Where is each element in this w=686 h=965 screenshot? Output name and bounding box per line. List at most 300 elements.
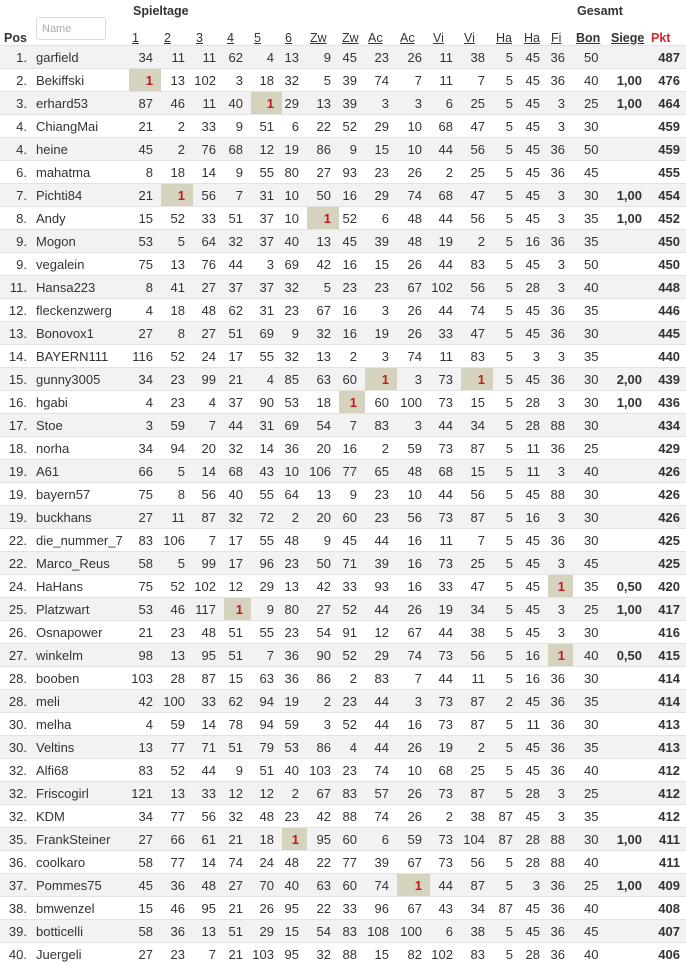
position-cell: 18. bbox=[0, 437, 30, 460]
player-name-cell[interactable]: Pommes75 bbox=[30, 874, 129, 897]
matchday-score-cell: 11 bbox=[430, 46, 461, 69]
matchday-score-cell: 45 bbox=[521, 483, 548, 506]
total-points-cell: 411 bbox=[648, 851, 686, 874]
matchday-score-cell: 86 bbox=[307, 667, 339, 690]
matchday-score-cell: 94 bbox=[251, 690, 282, 713]
wins-cell bbox=[608, 115, 648, 138]
wins-cell bbox=[608, 322, 648, 345]
matchday-score-cell: 26 bbox=[397, 161, 430, 184]
matchday-score-cell: 9 bbox=[224, 115, 251, 138]
matchday-score-cell: 23 bbox=[365, 483, 397, 506]
player-name-cell[interactable]: Hansa223 bbox=[30, 276, 129, 299]
matchday-score-cell: 67 bbox=[397, 897, 430, 920]
matchday-score-cell: 32 bbox=[224, 230, 251, 253]
matchday-score-cell: 46 bbox=[161, 897, 193, 920]
position-cell: 3. bbox=[0, 92, 30, 115]
column-8-header-cell bbox=[339, 24, 365, 46]
matchday-score-cell: 36 bbox=[548, 897, 573, 920]
matchday-score-cell: 53 bbox=[282, 391, 307, 414]
wins-cell bbox=[608, 483, 648, 506]
player-name-cell[interactable]: Andy bbox=[30, 207, 129, 230]
matchday-score-cell: 26 bbox=[397, 46, 430, 69]
wins-cell bbox=[608, 552, 648, 575]
player-name-cell[interactable]: fleckenzwerg bbox=[30, 299, 129, 322]
matchday-score-cell: 69 bbox=[282, 253, 307, 276]
matchday-score-cell: 55 bbox=[251, 483, 282, 506]
matchday-score-cell: 39 bbox=[365, 851, 397, 874]
matchday-score-cell: 36 bbox=[548, 437, 573, 460]
player-name-cell[interactable]: vegalein bbox=[30, 253, 129, 276]
matchday-score-cell: 44 bbox=[365, 736, 397, 759]
matchday-score-cell: 41 bbox=[161, 276, 193, 299]
matchday-score-cell: 68 bbox=[430, 184, 461, 207]
matchday-score-cell: 19 bbox=[365, 322, 397, 345]
matchday-score-cell: 5 bbox=[161, 552, 193, 575]
player-name-cell[interactable]: Osnapower bbox=[30, 621, 129, 644]
column-15-sort-link[interactable]: Fi bbox=[551, 31, 561, 45]
pos-header: Pos bbox=[0, 24, 30, 46]
matchday-score-cell: 9 bbox=[282, 322, 307, 345]
wins-cell: 1,00 bbox=[608, 207, 648, 230]
position-cell: 4. bbox=[0, 115, 30, 138]
player-name-cell[interactable]: BAYERN111 bbox=[30, 345, 129, 368]
matchday-score-cell: 45 bbox=[521, 805, 548, 828]
matchday-score-cell: 5 bbox=[493, 414, 521, 437]
matchday-score-cell: 48 bbox=[193, 874, 224, 897]
total-points-cell: 416 bbox=[648, 621, 686, 644]
player-name-cell[interactable]: Friscogirl bbox=[30, 782, 129, 805]
matchday-score-cell: 21 bbox=[224, 828, 251, 851]
player-name-cell[interactable]: booben bbox=[30, 667, 129, 690]
matchday-score-cell: 5 bbox=[493, 69, 521, 92]
siege-sort-link[interactable]: Siege bbox=[611, 31, 644, 45]
pkt-sort-link[interactable]: Pkt bbox=[651, 31, 670, 45]
position-cell: 40. bbox=[0, 943, 30, 965]
wins-cell bbox=[608, 897, 648, 920]
position-cell: 19. bbox=[0, 460, 30, 483]
matchday-score-cell: 11 bbox=[430, 69, 461, 92]
player-name-cell[interactable]: FrankSteiner bbox=[30, 828, 129, 851]
matchday-score-cell: 68 bbox=[430, 460, 461, 483]
matchday-score-cell: 45 bbox=[339, 46, 365, 69]
matchday-score-cell: 56 bbox=[397, 506, 430, 529]
matchday-score-cell: 58 bbox=[129, 920, 161, 943]
matchday-score-cell: 102 bbox=[193, 69, 224, 92]
column-1-header-cell bbox=[129, 24, 161, 46]
matchday-score-cell: 16 bbox=[397, 552, 430, 575]
column-14-header-cell bbox=[521, 24, 548, 46]
matchday-score-cell: 32 bbox=[282, 276, 307, 299]
matchday-score-cell: 4 bbox=[339, 736, 365, 759]
matchday-score-cell: 83 bbox=[461, 345, 493, 368]
matchday-score-cell: 95 bbox=[193, 897, 224, 920]
matchday-score-cell: 5 bbox=[493, 460, 521, 483]
wins-cell: 1,00 bbox=[608, 184, 648, 207]
bonus-cell: 35 bbox=[573, 575, 608, 598]
matchday-score-cell: 26 bbox=[397, 782, 430, 805]
matchday-score-cell: 90 bbox=[307, 644, 339, 667]
matchday-score-cell: 36 bbox=[548, 299, 573, 322]
matchday-score-cell: 73 bbox=[430, 437, 461, 460]
matchday-score-cell: 29 bbox=[251, 575, 282, 598]
matchday-score-cell: 15 bbox=[365, 943, 397, 965]
player-name-cell[interactable]: garfield bbox=[30, 46, 129, 69]
matchday-score-cell: 39 bbox=[365, 230, 397, 253]
matchday-score-cell: 103 bbox=[251, 943, 282, 965]
player-name-cell[interactable]: Stoe bbox=[30, 414, 129, 437]
player-name-cell[interactable]: erhard53 bbox=[30, 92, 129, 115]
column-5-sort-link[interactable]: 5 bbox=[254, 31, 261, 45]
player-name-cell[interactable]: melha bbox=[30, 713, 129, 736]
matchday-score-cell: 45 bbox=[521, 138, 548, 161]
matchday-score-cell: 27 bbox=[129, 506, 161, 529]
matchday-score-cell: 5 bbox=[493, 161, 521, 184]
player-name-cell[interactable]: meli bbox=[30, 690, 129, 713]
matchday-score-cell: 3 bbox=[548, 184, 573, 207]
player-name-cell[interactable]: Veltins bbox=[30, 736, 129, 759]
player-name-cell[interactable]: buckhans bbox=[30, 506, 129, 529]
matchday-score-cell: 34 bbox=[129, 46, 161, 69]
bonus-cell: 40 bbox=[573, 276, 608, 299]
position-cell: 1. bbox=[0, 46, 30, 69]
table-row bbox=[0, 851, 686, 874]
column-8-sort-link[interactable]: Zw bbox=[342, 31, 359, 45]
bonus-cell: 40 bbox=[573, 943, 608, 965]
matchday-score-cell: 74 bbox=[365, 69, 397, 92]
column-10-sort-link[interactable]: Ac bbox=[400, 31, 415, 45]
matchday-score-cell: 39 bbox=[339, 92, 365, 115]
matchday-score-cell: 63 bbox=[251, 667, 282, 690]
bonus-cell: 30 bbox=[573, 506, 608, 529]
matchday-score-cell: 3 bbox=[397, 414, 430, 437]
matchday-score-cell: 7 bbox=[397, 667, 430, 690]
player-name-cell[interactable]: HaHans bbox=[30, 575, 129, 598]
column-1-sort-link[interactable]: 1 bbox=[132, 31, 139, 45]
matchday-score-cell: 48 bbox=[397, 207, 430, 230]
matchday-score-cell: 29 bbox=[365, 644, 397, 667]
matchday-score-cell: 17 bbox=[224, 529, 251, 552]
position-cell: 12. bbox=[0, 299, 30, 322]
column-14-sort-link[interactable]: Ha bbox=[524, 31, 540, 45]
matchday-score-cell: 4 bbox=[129, 299, 161, 322]
matchday-score-cell: 27 bbox=[129, 322, 161, 345]
matchday-score-cell: 44 bbox=[365, 690, 397, 713]
matchday-score-cell: 104 bbox=[461, 828, 493, 851]
standings-table bbox=[0, 24, 686, 965]
matchday-score-cell: 23 bbox=[282, 299, 307, 322]
matchday-score-cell: 40 bbox=[282, 230, 307, 253]
matchday-score-cell: 74 bbox=[397, 345, 430, 368]
table-row bbox=[0, 598, 686, 621]
matchday-score-cell: 34 bbox=[129, 437, 161, 460]
player-name-cell[interactable]: Platzwart bbox=[30, 598, 129, 621]
matchday-score-cell: 6 bbox=[430, 920, 461, 943]
column-6-sort-link[interactable]: 6 bbox=[285, 31, 292, 45]
matchday-score-cell: 73 bbox=[430, 782, 461, 805]
column-4-sort-link[interactable]: 4 bbox=[227, 31, 234, 45]
matchday-score-cell: 73 bbox=[430, 552, 461, 575]
matchday-score-cell: 5 bbox=[493, 230, 521, 253]
matchday-score-cell: 71 bbox=[339, 552, 365, 575]
matchday-score-cell: 45 bbox=[521, 598, 548, 621]
matchday-score-cell: 33 bbox=[339, 575, 365, 598]
player-name-cell[interactable]: die_nummer_7 bbox=[30, 529, 129, 552]
matchday-score-cell: 10 bbox=[397, 115, 430, 138]
matchday-score-cell: 86 bbox=[307, 138, 339, 161]
position-cell: 6. bbox=[0, 161, 30, 184]
matchday-score-cell: 51 bbox=[224, 621, 251, 644]
matchday-score-cell: 52 bbox=[161, 207, 193, 230]
matchday-score-cell: 8 bbox=[129, 161, 161, 184]
total-points-cell: 476 bbox=[648, 69, 686, 92]
position-cell: 28. bbox=[0, 690, 30, 713]
table-row bbox=[0, 414, 686, 437]
matchday-score-cell: 55 bbox=[251, 345, 282, 368]
player-name-cell[interactable]: Mogon bbox=[30, 230, 129, 253]
player-name-cell[interactable]: KDM bbox=[30, 805, 129, 828]
position-cell: 4. bbox=[0, 138, 30, 161]
total-points-cell: 487 bbox=[648, 46, 686, 69]
player-name-cell[interactable]: Pichti84 bbox=[30, 184, 129, 207]
matchday-score-cell: 12 bbox=[251, 782, 282, 805]
matchday-score-cell: 22 bbox=[307, 897, 339, 920]
matchday-score-cell: 83 bbox=[365, 414, 397, 437]
table-row bbox=[0, 644, 686, 667]
player-name-cell[interactable]: botticelli bbox=[30, 920, 129, 943]
player-name-cell[interactable]: heine bbox=[30, 138, 129, 161]
matchday-score-cell: 73 bbox=[430, 368, 461, 391]
total-points-cell: 426 bbox=[648, 483, 686, 506]
matchday-score-cell: 40 bbox=[224, 483, 251, 506]
wins-cell bbox=[608, 851, 648, 874]
matchday-score-cell: 45 bbox=[521, 759, 548, 782]
matchday-score-cell: 48 bbox=[397, 460, 430, 483]
matchday-score-cell: 36 bbox=[548, 920, 573, 943]
matchday-score-cell: 36 bbox=[548, 667, 573, 690]
matchday-score-cell: 45 bbox=[129, 874, 161, 897]
column-6-header-cell bbox=[282, 24, 307, 46]
position-cell: 9. bbox=[0, 253, 30, 276]
matchday-score-cell: 39 bbox=[339, 69, 365, 92]
table-row bbox=[0, 391, 686, 414]
matchday-score-cell: 99 bbox=[193, 368, 224, 391]
matchday-score-cell: 56 bbox=[461, 644, 493, 667]
matchday-score-cell: 54 bbox=[307, 414, 339, 437]
table-row bbox=[0, 828, 686, 851]
matchday-score-cell: 56 bbox=[193, 805, 224, 828]
wins-cell bbox=[608, 46, 648, 69]
table-row bbox=[0, 161, 686, 184]
matchday-score-cell: 25 bbox=[461, 759, 493, 782]
matchday-score-cell: 44 bbox=[224, 414, 251, 437]
matchday-score-cell: 32 bbox=[224, 437, 251, 460]
matchday-score-cell: 15 bbox=[461, 391, 493, 414]
matchday-score-cell: 18 bbox=[251, 69, 282, 92]
matchday-score-cell: 45 bbox=[521, 184, 548, 207]
player-name-cell[interactable]: A61 bbox=[30, 460, 129, 483]
matchday-winner-score-cell: 1 bbox=[365, 368, 397, 391]
bonus-cell: 45 bbox=[573, 161, 608, 184]
matchday-score-cell: 16 bbox=[521, 644, 548, 667]
total-points-cell: 412 bbox=[648, 782, 686, 805]
table-row bbox=[0, 92, 686, 115]
matchday-score-cell: 3 bbox=[365, 345, 397, 368]
matchday-score-cell: 10 bbox=[282, 207, 307, 230]
bonus-cell: 40 bbox=[573, 897, 608, 920]
matchday-score-cell: 69 bbox=[251, 322, 282, 345]
total-points-cell: 414 bbox=[648, 690, 686, 713]
player-name-cell[interactable]: bmwenzel bbox=[30, 897, 129, 920]
matchday-score-cell: 3 bbox=[548, 92, 573, 115]
matchday-score-cell: 83 bbox=[339, 920, 365, 943]
matchday-score-cell: 2 bbox=[461, 736, 493, 759]
matchday-score-cell: 3 bbox=[548, 253, 573, 276]
matchday-score-cell: 28 bbox=[521, 828, 548, 851]
matchday-score-cell: 87 bbox=[461, 874, 493, 897]
table-row bbox=[0, 759, 686, 782]
player-name-cell[interactable]: Bekiffski bbox=[30, 69, 129, 92]
bonus-cell: 30 bbox=[573, 828, 608, 851]
matchday-score-cell: 16 bbox=[339, 253, 365, 276]
wins-cell bbox=[608, 437, 648, 460]
player-name-cell[interactable]: coolkaro bbox=[30, 851, 129, 874]
table-row bbox=[0, 552, 686, 575]
matchday-score-cell: 12 bbox=[365, 621, 397, 644]
player-name-cell[interactable]: Juergeli bbox=[30, 943, 129, 965]
matchday-score-cell: 77 bbox=[161, 736, 193, 759]
player-name-cell[interactable]: gunny3005 bbox=[30, 368, 129, 391]
matchday-score-cell: 5 bbox=[493, 552, 521, 575]
matchday-score-cell: 15 bbox=[129, 897, 161, 920]
matchday-score-cell: 66 bbox=[129, 460, 161, 483]
position-cell: 35. bbox=[0, 828, 30, 851]
matchday-score-cell: 40 bbox=[282, 874, 307, 897]
player-name-cell[interactable]: ChiangMai bbox=[30, 115, 129, 138]
matchday-score-cell: 16 bbox=[339, 322, 365, 345]
matchday-score-cell: 36 bbox=[548, 69, 573, 92]
total-points-cell: 450 bbox=[648, 253, 686, 276]
matchday-score-cell: 42 bbox=[307, 253, 339, 276]
spieltage-group-label: Spieltage bbox=[133, 4, 189, 18]
matchday-score-cell: 4 bbox=[129, 391, 161, 414]
matchday-score-cell: 56 bbox=[461, 276, 493, 299]
matchday-score-cell: 59 bbox=[397, 828, 430, 851]
matchday-score-cell: 45 bbox=[521, 322, 548, 345]
matchday-score-cell: 47 bbox=[461, 115, 493, 138]
table-row bbox=[0, 437, 686, 460]
matchday-score-cell: 23 bbox=[365, 506, 397, 529]
matchday-score-cell: 44 bbox=[430, 414, 461, 437]
matchday-score-cell: 3 bbox=[251, 253, 282, 276]
matchday-score-cell: 78 bbox=[224, 713, 251, 736]
player-name-cell[interactable]: mahatma bbox=[30, 161, 129, 184]
matchday-score-cell: 13 bbox=[161, 253, 193, 276]
matchday-score-cell: 83 bbox=[129, 759, 161, 782]
total-points-cell: 429 bbox=[648, 437, 686, 460]
matchday-score-cell: 59 bbox=[161, 713, 193, 736]
matchday-score-cell: 68 bbox=[224, 460, 251, 483]
matchday-score-cell: 21 bbox=[224, 943, 251, 965]
matchday-score-cell: 43 bbox=[430, 897, 461, 920]
matchday-score-cell: 36 bbox=[548, 368, 573, 391]
matchday-score-cell: 116 bbox=[129, 345, 161, 368]
column-2-sort-link[interactable]: 2 bbox=[164, 31, 171, 45]
matchday-score-cell: 5 bbox=[493, 391, 521, 414]
table-row bbox=[0, 920, 686, 943]
bonus-cell: 50 bbox=[573, 138, 608, 161]
matchday-winner-score-cell: 1 bbox=[339, 391, 365, 414]
column-3-sort-link[interactable]: 3 bbox=[196, 31, 203, 45]
matchday-score-cell: 74 bbox=[365, 874, 397, 897]
matchday-score-cell: 13 bbox=[161, 782, 193, 805]
matchday-score-cell: 7 bbox=[461, 529, 493, 552]
total-points-cell: 448 bbox=[648, 276, 686, 299]
matchday-score-cell: 3 bbox=[307, 713, 339, 736]
wins-cell bbox=[608, 230, 648, 253]
matchday-score-cell: 53 bbox=[129, 598, 161, 621]
matchday-score-cell: 44 bbox=[430, 874, 461, 897]
matchday-score-cell: 13 bbox=[307, 483, 339, 506]
matchday-score-cell: 87 bbox=[193, 667, 224, 690]
matchday-score-cell: 73 bbox=[430, 851, 461, 874]
position-cell: 38. bbox=[0, 897, 30, 920]
column-12-sort-link[interactable]: Vi bbox=[464, 31, 475, 45]
matchday-score-cell: 44 bbox=[365, 598, 397, 621]
column-11-sort-link[interactable]: Vi bbox=[433, 31, 444, 45]
matchday-score-cell: 18 bbox=[161, 161, 193, 184]
player-name-cell[interactable]: bayern57 bbox=[30, 483, 129, 506]
matchday-score-cell: 75 bbox=[129, 253, 161, 276]
matchday-score-cell: 38 bbox=[461, 46, 493, 69]
total-points-cell: 434 bbox=[648, 414, 686, 437]
total-points-cell: 425 bbox=[648, 552, 686, 575]
matchday-score-cell: 3 bbox=[548, 115, 573, 138]
player-name-cell[interactable]: norha bbox=[30, 437, 129, 460]
matchday-score-cell: 21 bbox=[224, 897, 251, 920]
matchday-score-cell: 11 bbox=[521, 713, 548, 736]
matchday-score-cell: 9 bbox=[307, 529, 339, 552]
bonus-cell: 40 bbox=[573, 460, 608, 483]
matchday-score-cell: 74 bbox=[365, 805, 397, 828]
matchday-score-cell: 19 bbox=[430, 598, 461, 621]
matchday-score-cell: 28 bbox=[521, 391, 548, 414]
player-name-cell[interactable]: Alfi68 bbox=[30, 759, 129, 782]
table-row bbox=[0, 667, 686, 690]
matchday-score-cell: 8 bbox=[161, 483, 193, 506]
column-9-sort-link[interactable]: Ac bbox=[368, 31, 383, 45]
matchday-score-cell: 108 bbox=[365, 920, 397, 943]
matchday-score-cell: 88 bbox=[548, 483, 573, 506]
player-name-cell[interactable]: Marco_Reus bbox=[30, 552, 129, 575]
matchday-score-cell: 36 bbox=[548, 713, 573, 736]
matchday-score-cell: 45 bbox=[129, 138, 161, 161]
column-13-sort-link[interactable]: Ha bbox=[496, 31, 512, 45]
matchday-score-cell: 11 bbox=[461, 667, 493, 690]
matchday-score-cell: 36 bbox=[548, 230, 573, 253]
bon-sort-link[interactable]: Bon bbox=[576, 31, 600, 45]
player-name-cell[interactable]: winkelm bbox=[30, 644, 129, 667]
matchday-score-cell: 7 bbox=[397, 69, 430, 92]
matchday-score-cell: 56 bbox=[461, 207, 493, 230]
wins-cell bbox=[608, 299, 648, 322]
player-name-cell[interactable]: Bonovox1 bbox=[30, 322, 129, 345]
matchday-score-cell: 75 bbox=[129, 575, 161, 598]
matchday-score-cell: 93 bbox=[365, 575, 397, 598]
player-name-cell[interactable]: hgabi bbox=[30, 391, 129, 414]
column-7-sort-link[interactable]: Zw bbox=[310, 31, 327, 45]
bonus-cell: 30 bbox=[573, 621, 608, 644]
matchday-score-cell: 3 bbox=[548, 207, 573, 230]
